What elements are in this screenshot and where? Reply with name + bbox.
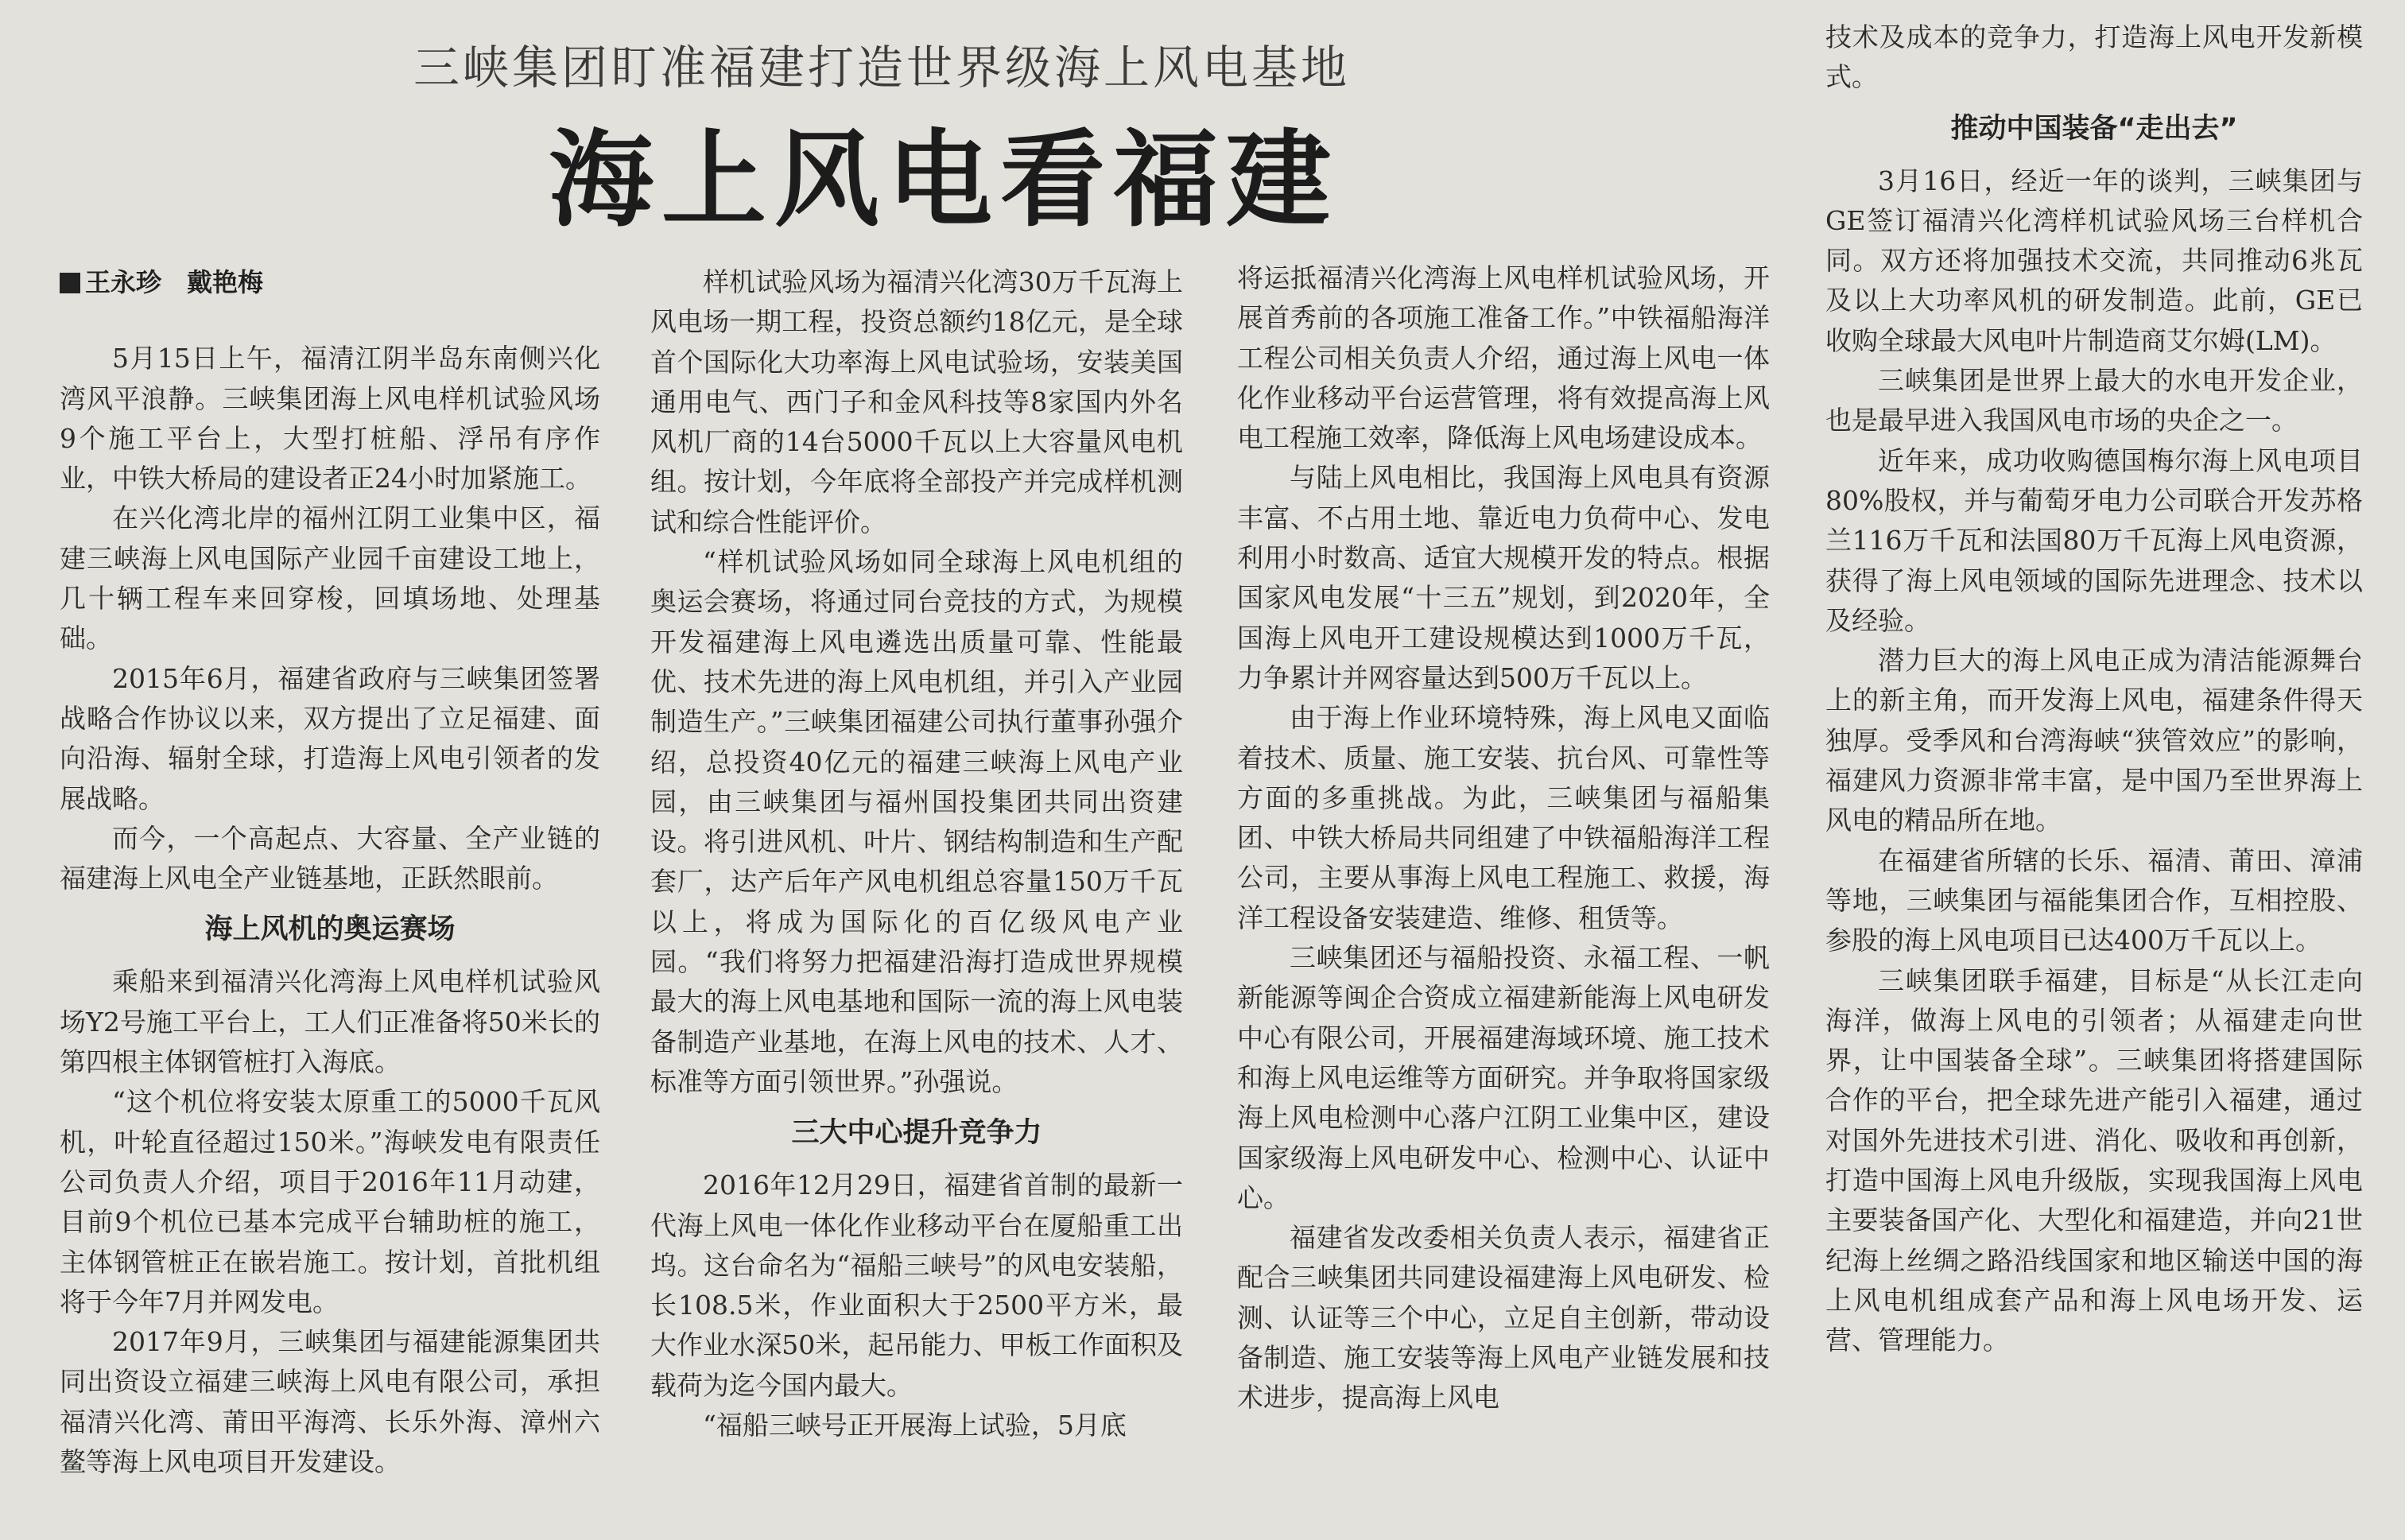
paragraph: 在兴化湾北岸的福州江阴工业集中区，福建三峡海上风电国际产业园千亩建设工地上，几十辆工程车来回穿梭，回填场地、处理基础。	[60, 502, 600, 654]
section-heading: 三大中心提升竞争力	[791, 1117, 1042, 1150]
paragraph: “这个机位将安装太原重工的5000千瓦风机，叶轮直径超过150米。”海峡发电有限责任公司负责人介绍，项目于2016年11月动建，目前9个机位已基本完成平台辅助桩的施工，主体钢管桩正在嵌岩施工。按计划，首批机组将于今年7月并网发电。	[60, 1086, 600, 1317]
section-heading: 推动中国装备“走出去”	[1950, 112, 2238, 145]
article-column-4	[1825, 17, 2363, 1536]
byline	[60, 262, 600, 302]
paragraph: 2016年12月29日，福建省首制的最新一代海上风电一体化作业移动平台在厦船重工出坞。这台命名为“福船三峡号”的风电安装船，长108.5米，作业面积大于2500平方米，最大作业水深50米，起吊能力、甲板工作面积及载荷为迄今国内最大。	[650, 1170, 1183, 1401]
byline-authors: 王永珍 戴艳梅	[85, 267, 264, 297]
article-headline: 海上风电看福建	[549, 119, 1339, 242]
paragraph: 而今，一个高起点、大容量、全产业链的福建海上风电全产业链基地，正跃然眼前。	[60, 822, 600, 894]
paragraph: 将运抵福清兴化湾海上风电样机试验风场，开展首秀前的各项施工准备工作。”中铁福船海洋工程公司相关负责人介绍，通过海上风电一体化作业移动平台运营管理，将有效提高海上风电工程施工效率，降低海上风电场建设成本。	[1237, 262, 1770, 454]
paragraph: 乘船来到福清兴化湾海上风电样机试验风场Y2号施工平台上，工人们正准备将50米长的第四根主体钢管桩打入海底。	[60, 966, 600, 1078]
paragraph: “福船三峡号正开展海上试验，5月底	[703, 1410, 1127, 1441]
paragraph: 三峡集团是世界上最大的水电开发企业，也是最早进入我国风电市场的央企之一。	[1825, 365, 2363, 436]
article-column-3	[1237, 258, 1770, 1530]
paragraph: 与陆上风电相比，我国海上风电具有资源丰富、不占用土地、靠近电力负荷中心、发电利用小时数高、适宜大规模开发的特点。根据国家风电发展“十三五”规划，到2020年，全国海上风电开工建设规模达到1000万千瓦，力争累计并网容量达到500万千瓦以上。	[1237, 462, 1770, 693]
paragraph: 三峡集团还与福船投资、永福工程、一帆新能源等闽企合资成立福建新能海上风电研发中心有限公司，开展福建海域环境、施工技术和海上风电运维等方面研究。并争取将国家级海上风电检测中心落户江阴工业集中区，建设国家级海上风电研发中心、检测中心、认证中心。	[1237, 942, 1770, 1213]
section-heading: 海上风机的奥运赛场	[204, 914, 456, 946]
paragraph: 技术及成本的竞争力，打造海上风电开发新模式。	[1825, 21, 2363, 93]
paragraph: 5月15日上午，福清江阴半岛东南侧兴化湾风平浪静。三峡集团海上风电样机试验风场9个施工平台上，大型打桩船、浮吊有序作业，中铁大桥局的建设者正24小时加紧施工。	[60, 343, 600, 495]
article-column-2	[650, 262, 1183, 1534]
paragraph: 3月16日，经近一年的谈判，三峡集团与GE签订福清兴化湾样机试验风场三台样机合同。双方还将加强技术交流，共同推动6兆瓦及以上大功率风机的研发制造。此前，GE已收购全球最大风电叶片制造商艾尔姆(LM)。	[1825, 165, 2363, 356]
paragraph: 由于海上作业环境特殊，海上风电又面临着技术、质量、施工安装、抗台风、可靠性等方面的多重挑战。为此，三峡集团与福船集团、中铁大桥局共同组建了中铁福船海洋工程公司，主要从事海上风电工程施工、救援，海洋工程设备安装建造、维修、租赁等。	[1237, 702, 1770, 933]
article-column-1	[60, 262, 600, 1534]
byline-marker-icon	[60, 273, 80, 293]
paragraph: 样机试验风场为福清兴化湾30万千瓦海上风电场一期工程，投资总额约18亿元，是全球首个国际化大功率海上风电试验场，安装美国通用电气、西门子和金风科技等8家国内外名风机厂商的14台5000千瓦以上大容量风电机组。按计划，今年底将全部投产并完成样机测试和综合性能评价。	[650, 266, 1183, 537]
paragraph: 2015年6月，福建省政府与三峡集团签署战略合作协议以来，双方提出了立足福建、面向沿海、辐射全球，打造海上风电引领者的发展战略。	[60, 662, 600, 814]
paragraph: 福建省发改委相关负责人表示，福建省正配合三峡集团共同建设福建海上风电研发、检测、认证等三个中心，立足自主创新，带动设备制造、施工安装等海上风电产业链发展和技术进步，提高海上风电	[1237, 1222, 1770, 1414]
paragraph: 近年来，成功收购德国梅尔海上风电项目80%股权，并与葡萄牙电力公司联合开发苏格兰116万千瓦和法国80万千瓦海上风电资源，获得了海上风电领域的国际先进理念、技术以及经验。	[1825, 444, 2363, 636]
article-kicker: 三峡集团盯准福建打造世界级海上风电基地	[413, 41, 1351, 95]
paragraph: 2017年9月，三峡集团与福建能源集团共同出资设立福建三峡海上风电有限公司，承担福清兴化湾、莆田平海湾、长乐外海、漳州六鳌等海上风电项目开发建设。	[60, 1326, 600, 1478]
paragraph: 在福建省所辖的长乐、福清、莆田、漳浦等地，三峡集团与福能集团合作，互相控股、参股的海上风电项目已达400万千瓦以上。	[1825, 844, 2363, 956]
paragraph: 三峡集团联手福建，目标是“从长江走向海洋，做海上风电的引领者；从福建走向世界，让中国装备全球”。三峡集团将搭建国际合作的平台，把全球先进产能引入福建，通过对国外先进技术引进、消化、吸收和再创新，打造中国海上风电升级版，实现我国海上风电主要装备国产化、大型化和福建造，并向21世纪海上丝绸之路沿线国家和地区输送中国的海上风电机组成套产品和海上风电场开发、运营、管理能力。	[1825, 964, 2363, 1356]
paragraph: “样机试验风场如同全球海上风电机组的奥运会赛场，将通过同台竞技的方式，为规模开发福建海上风电遴选出质量可靠、性能最优、技术先进的海上风电机组，并引入产业园制造生产。”三峡集团福建公司执行董事孙强介绍，总投资40亿元的福建三峡海上风电产业园，由三峡集团与福州国投集团共同出资建设。将引进风机、叶片、钢结构制造和生产配套厂，达产后年产风电机组总容量150万千瓦以上，将成为国际化的百亿级风电产业园。“我们将努力把福建沿海打造成世界规模最大的海上风电基地和国际一流的海上风电装备制造产业基地，在海上风电的技术、人才、标准等方面引领世界。”孙强说。	[650, 546, 1183, 1097]
paragraph: 潜力巨大的海上风电正成为清洁能源舞台上的新主角，而开发海上风电，福建条件得天独厚。受季风和台湾海峡“狭管效应”的影响，福建风力资源非常丰富，是中国乃至世界海上风电的精品所在地。	[1825, 645, 2363, 836]
